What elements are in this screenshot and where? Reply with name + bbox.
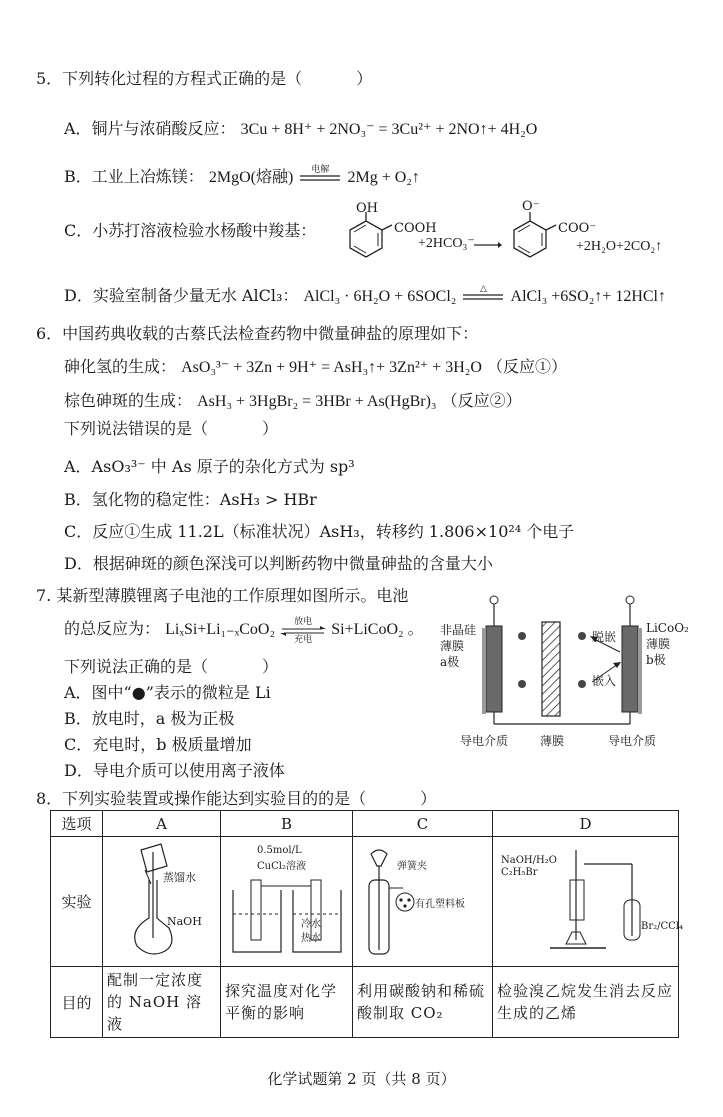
q7-equation [64,616,424,645]
q6-ask [64,418,278,440]
q8-experiment-row [51,837,679,967]
q5-d-right: AlCl₃ +6SO₂↑+ 12HCl↑ [510,288,666,305]
q8-header-a: A [103,811,221,837]
q8-header-b: B [221,811,353,837]
q6-r1-tag: （反应①） [486,357,567,376]
q8-purpose-b: 探究温度对化学平衡的影响 [221,967,353,1038]
q6-option-b: B．氢化物的稳定性：AsH₃ > HBr [64,490,317,509]
q6-r1-label: 砷化氢的生成： [64,357,177,376]
q5-stem [36,68,372,90]
equals-arrow-icon [461,293,505,301]
left-electrode-label [440,622,476,670]
deintercalate-label: 脱嵌 [592,630,617,644]
q6-option-a: A．AsO₃³⁻ 中 As 原子的杂化方式为 sp³ [64,457,355,476]
q5-d-arrow [461,283,505,307]
q6-option-c: C．反应①生成 11.2L（标准状况）AsH₃，转移约 1.806×10²⁴ 个电子 [64,522,575,541]
li-particle [578,632,586,640]
q8-c-label-clip: 弹簧夹 [397,861,427,872]
left-electrode-line1: 非晶硅 [440,623,477,637]
q6-r2-eq: AsH₃ + 3HgBr₂ = 3HBr + As(HgBr)₃ [197,393,437,410]
q7-eq-charge: 充电 [294,634,313,645]
right-electrode-label [646,620,689,668]
q5-option-a [64,118,537,141]
li-particle [578,680,586,688]
q5-d-left: AlCl₃ · 6H₂O + 6SOCl₂ [303,288,457,305]
q8-purpose-d: 检验溴乙烷发生消去反应生成的乙烯 [493,967,679,1038]
q8-b-label-solution: CuCl₂溶液 [257,861,306,872]
q8-apparatus-b [221,837,353,967]
equals-arrow-icon [298,174,342,182]
q6-r2-tag: （反应②） [441,391,522,410]
q8-table [50,810,684,1038]
q6-close: ） [262,419,279,438]
q8-a-label-water: 蒸馏水 [163,871,196,884]
q7-eq-left: LiₓSi+Li₁₋ₓCoO₂ [165,621,276,638]
right-electrode-line1: LiCoO₂ [646,621,689,635]
q7-eq-discharge: 放电 [294,616,313,627]
q6-stem: 6．中国药典收载的古蔡氏法检查药物中微量砷盐的原理如下： [36,324,479,343]
q5-a-label: A．铜片与浓硝酸反应： [64,119,236,138]
q5-a-equation: 3Cu + 8H⁺ + 2NO₃⁻ = 3Cu²⁺ + 2NO↑+ 4H₂O [240,121,538,138]
q8-apparatus-a [103,837,221,967]
q5-c-right: +2H₂O+2CO₂↑ [576,239,663,254]
q5-d-condition: △ [479,283,487,294]
intercalate-label: 嵌入 [592,674,617,688]
q6-option-d: D．根据砷斑的颜色深浅可以判断药物中微量砷盐的含量大小 [64,554,493,573]
q5-b-condition: 电解 [311,164,330,175]
q8-c-label-plate: 有孔塑料板 [415,899,465,910]
q5-b-label: B．工业上冶炼镁： [64,167,204,186]
q8-purpose-c: 利用碳酸钠和稀硫酸制取 CO₂ [353,967,493,1038]
left-electrode-line3: a极 [440,655,460,669]
q5-c-oh: OH [356,201,378,216]
q8-apparatus-c [353,837,493,967]
q5-option-d [64,285,666,308]
q5-c-bicarbonate: +2HCO₃⁻ [418,236,475,251]
q5-stem-text: 5．下列转化过程的方程式正确的是（ [36,69,303,88]
q8-a-label-naoh: NaOH [167,915,202,928]
q8-header-row [51,811,679,837]
q6-reaction-2 [64,390,522,413]
q5-option-c-label [64,220,316,242]
q5-b-left: 2MgO(熔融) [208,169,294,186]
q8-header-c: C [353,811,493,837]
q6-r2-label: 棕色砷斑的生成： [64,391,193,410]
q5-b-arrow [298,164,342,188]
volumetric-flask-icon [107,840,217,960]
q5-c-label: C．小苏打溶液检验水杨酸中羧基： [64,221,317,240]
q8-stem-text: 8．下列实验装置或操作能达到实验目的的是（ [36,789,367,808]
q7-eq-right: Si+LiCoO₂ 。 [331,621,424,638]
bottom-left-label: 导电介质 [460,734,509,748]
q5-d-label: D．实验室制备少量无水 AlCl₃： [64,286,299,305]
q8-apparatus-d [493,837,684,967]
q7-option-c: C．充电时，b 极质量增加 [64,735,252,754]
li-particle [518,632,526,640]
q8-b-label-cold: 冷水 [301,919,321,930]
q8-header-option: 选项 [51,811,103,837]
bottom-mid-label: 薄膜 [540,734,565,748]
q7-ask-text: 下列说法正确的是（ [64,657,209,676]
q8-header-d: D [493,811,679,837]
q5-c-cooh: COOH [394,221,437,236]
q8-d-label-c2h5br: C₂H₅Br [501,867,538,878]
q5-option-b [64,166,420,189]
q8-experiment-label: 实验 [51,837,103,967]
right-electrode-line3: b极 [646,653,666,667]
battery-diagram [432,592,702,752]
q7-stem: 7. 某新型薄膜锂离子电池的工作原理如图所示。电池 [36,586,409,605]
q5-c-coominus: COO⁻ [558,221,597,236]
q8-d-label-br2: Br₂/CCl₄ [641,921,684,932]
q5-b-right: 2Mg + O₂↑ [347,169,420,186]
q8-purpose-row [51,967,679,1038]
q7-ask [64,656,278,678]
q5-c-ominus: O⁻ [522,199,540,214]
q7-eq-arrow [280,616,326,645]
q8-b-label-hot: 热水 [301,933,321,944]
q7-option-d: D．导电介质可以使用离子液体 [64,761,285,780]
right-electrode-line2: 薄膜 [646,637,671,651]
q7-option-a: A．图中“●”表示的微粒是 Li [64,683,271,702]
q6-r1-eq: AsO₃³⁻ + 3Zn + 9H⁺ = AsH₃↑+ 3Zn²⁺ + 3H₂O [181,359,482,376]
q8-d-label-naoh: NaOH/H₂O [501,855,557,866]
q6-reaction-1 [64,356,567,379]
q8-b-label-conc: 0.5mol/L [257,845,302,856]
q7-close: ） [262,657,279,676]
page-footer: 化学试题第 2 页（共 8 页） [267,1070,456,1088]
q7-option-b: B．放电时，a 极为正极 [64,709,235,728]
bottom-right-label: 导电介质 [608,734,657,748]
q7-eq-label: 的总反应为： [64,619,161,638]
q8-purpose-label: 目的 [51,967,103,1038]
q8-purpose-a: 配制一定浓度的 NaOH 溶液 [103,967,221,1038]
left-electrode-line2: 薄膜 [440,639,465,653]
q8-close: ） [420,789,437,808]
q8-stem [36,788,436,810]
q6-ask-text: 下列说法错误的是（ [64,419,209,438]
q5-close: ） [356,69,373,88]
li-particle [518,680,526,688]
